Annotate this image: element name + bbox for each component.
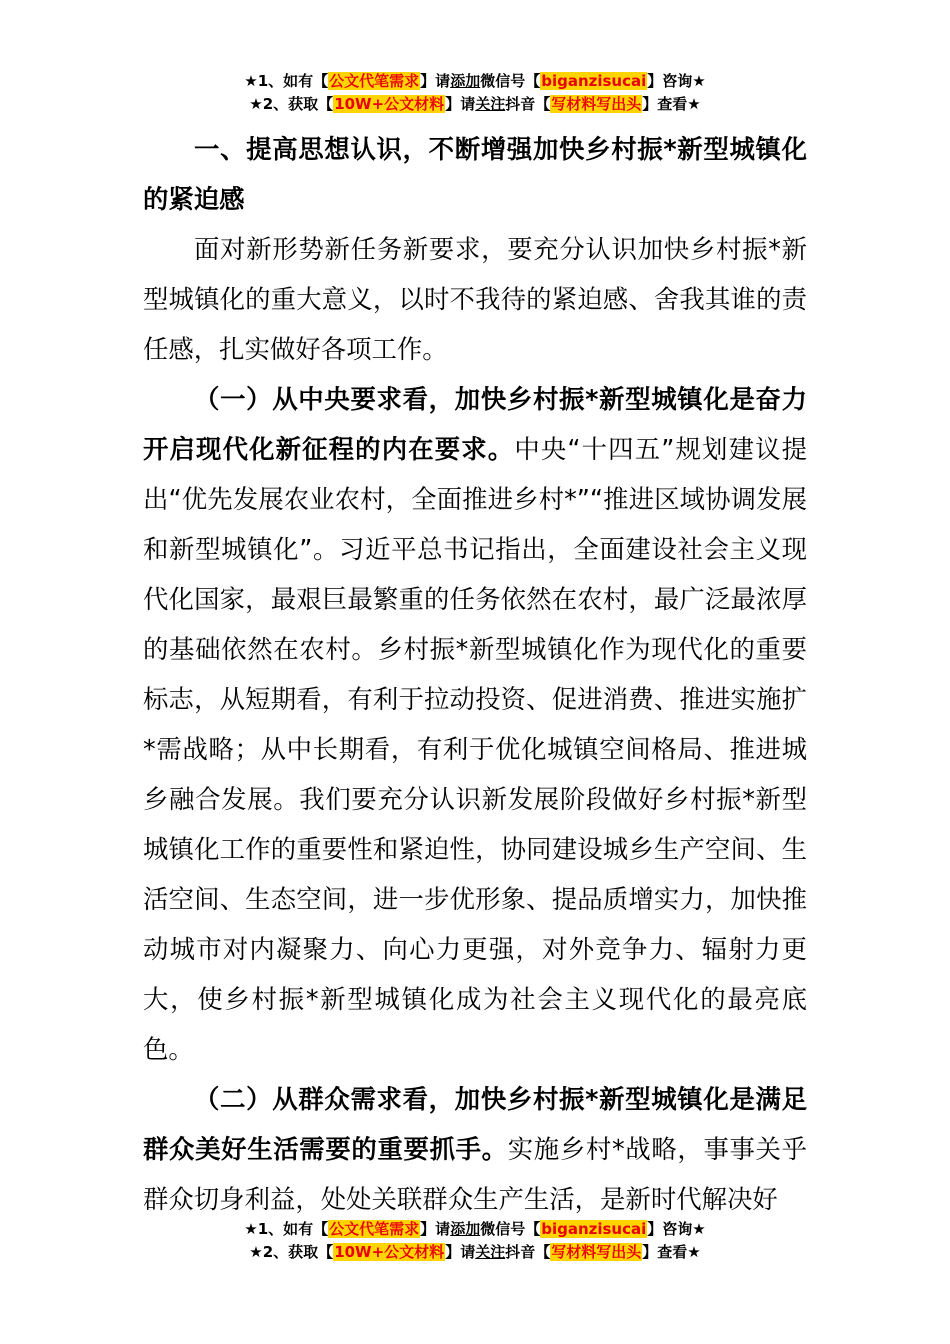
promo-text: 微信号【 [480, 72, 541, 90]
promo-text: 抖音【 [505, 1243, 551, 1261]
highlight-service: 公文代笔需求 [329, 72, 420, 90]
section-heading: 一、提高思想认识，不断增强加快乡村振*新型城镇化的紧迫感 [143, 134, 807, 214]
promo-text: ★2、获取【 [249, 1243, 334, 1261]
underlined-text: 关注 [475, 95, 506, 113]
subsection-body: 实施乡村*战略，事事关乎群众切身利益，处处关联群众生产生活，是新时代解决好 [143, 1134, 808, 1214]
highlight-service: 公文代笔需求 [329, 1220, 420, 1238]
subsection-paragraph-2 [143, 1074, 807, 1224]
promo-text: 】咨询★ [647, 72, 706, 90]
promo-text: ★1、如有【 [244, 1220, 329, 1238]
promo-line-1 [0, 1218, 950, 1241]
promo-text: 】查看★ [642, 95, 701, 113]
highlight-wechat-id: biganzisucai [541, 72, 647, 90]
highlight-wechat-id: biganzisucai [541, 1220, 647, 1238]
subsection-title: （二）从群众需求看，加快乡村振*新型城镇化是满足群众美好生活需要的重要抓手。 [143, 1084, 807, 1164]
promo-banner-bottom [0, 1218, 950, 1264]
paragraph: 面对新形势新任务新要求，要充分认识加快乡村振*新型城镇化的重大意义，以时不我待的紧迫感、舍我其谁的责任感，扎实做好各项工作。 [143, 234, 807, 364]
promo-banner-top [0, 70, 950, 116]
promo-text: 】咨询★ [647, 1220, 706, 1238]
highlight-douyin-id: 写材料写出头 [551, 1243, 642, 1261]
subsection-title: （一）从中央要求看，加快乡村振*新型城镇化是奋力开启现代化新征程的内在要求。 [143, 384, 807, 464]
promo-line-2 [0, 1241, 950, 1264]
promo-text: 】请 [420, 1220, 451, 1238]
promo-line-1 [0, 70, 950, 93]
promo-text: 】请 [445, 1243, 476, 1261]
promo-text: 微信号【 [480, 1220, 541, 1238]
promo-text: 】请 [445, 95, 476, 113]
highlight-douyin-id: 写材料写出头 [551, 95, 642, 113]
promo-text: ★1、如有【 [244, 72, 329, 90]
promo-text: 】请 [420, 72, 451, 90]
highlight-materials: 10W+公文材料 [334, 1243, 445, 1261]
promo-text: 抖音【 [505, 95, 551, 113]
highlight-materials: 10W+公文材料 [334, 95, 445, 113]
underlined-text: 添加 [450, 72, 481, 90]
underlined-text: 添加 [450, 1220, 481, 1238]
underlined-text: 关注 [475, 1243, 506, 1261]
document-body [143, 124, 807, 1224]
subsection-body: 中央“十四五”规划建议提出“优先发展农业农村，全面推进乡村*”“推进区域协调发展和新型城镇化”。习近平总书记指出，全面建设社会主义现代化国家，最艰巨最繁重的任务依然在农村，最广泛最浓厚的基础依然在农村。乡村振*新型城镇化作为现代化的重要标志，从短期看，有利于拉动投资、促进消费、推进实施扩*需战略；从中长期看，有利于优化城镇空间格局、推进城乡融合发展。我们要充分认识新发展阶段做好乡村振*新型城镇化工作的重要性和紧迫性，协同建设城乡生产空间、生活空间、生态空间，进一步优形象、提品质增实力，加快推动城市对内凝聚力、向心力更强，对外竞争力、辐射力更大，使乡村振*新型城镇化成为社会主义现代化的最亮底色。 [143, 434, 808, 1064]
promo-text: 】查看★ [642, 1243, 701, 1261]
promo-line-2 [0, 93, 950, 116]
promo-text: ★2、获取【 [249, 95, 334, 113]
subsection-paragraph-1 [143, 374, 807, 1074]
